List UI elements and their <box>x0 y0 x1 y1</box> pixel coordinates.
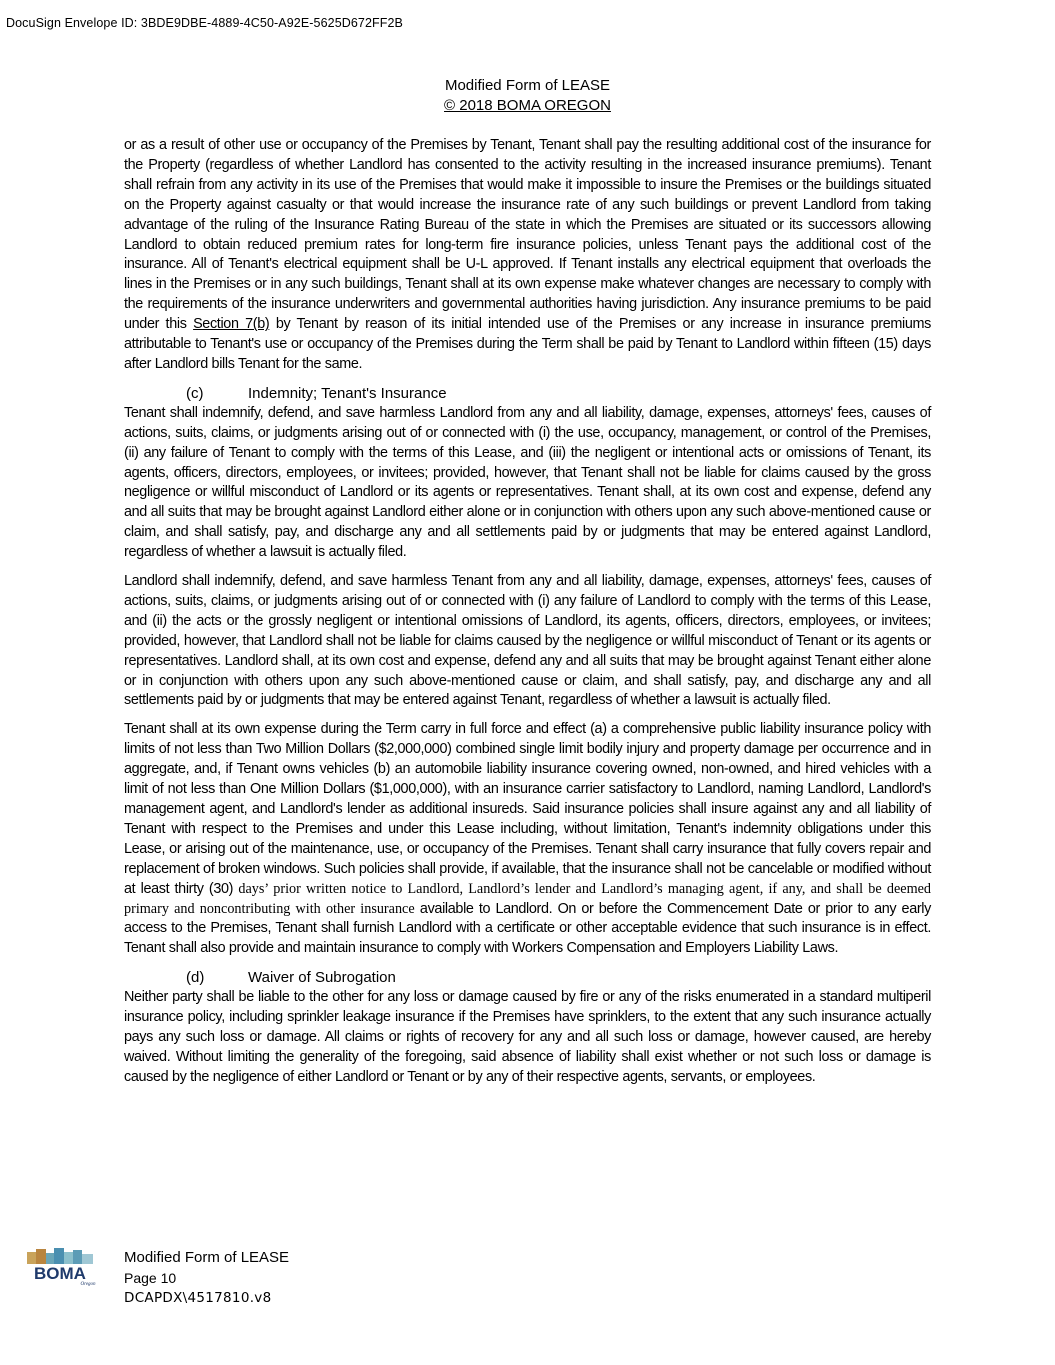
page-footer <box>124 1248 289 1308</box>
section-reference-link[interactable]: Section 7(b) <box>193 316 270 333</box>
logo-subtext: Oregon <box>80 1282 96 1286</box>
paragraph-text: by Tenant by reason of its initial intended use of the Premises or any increase in insurance premiums attributable to Tenant's use or occupancy of the Premises during the Term shall be paid by Tenant to Landlord within fifteen (15) days after Landlord bills Tenant for the same. <box>124 316 932 372</box>
paragraph-text: available to Landlord. On or before the Commencement Date or prior to any early access to the Premises, Tenant shall furnish Landlord with a certificate or other acceptable evidence that such insurance is in effect. Tenant shall also provide and maintain insurance to comply with Workers Compensation and Employers Liability Laws. <box>124 900 931 957</box>
paragraph-tenant-insurance <box>124 720 931 959</box>
section-c-heading <box>124 384 931 404</box>
boma-logo <box>24 1246 98 1286</box>
section-d-heading <box>124 968 931 988</box>
paragraph-text: or as a result of other use or occupancy of the Premises by Tenant, Tenant shall pay the resulting additional cost of the insurance for the Property (regardless of whether Landlord has consented to the activity resulting in the increased insurance premiums). Tenant shall refrain from any activity in its use of the Premises that would make it impossible to insure the Premises or the buildings situated on the Property against casualty or that would increase the insurance rate of any such buildings or prevent Landlord from taking advantage of the ruling of the Insurance Rating Bureau of the state in which the Premises are situated or its successors allowing Landlord to obtain reduced premium rates for long-term fire insurance policies, unless Tenant pays the additional cost of the insurance. All of Tenant's electrical equipment shall be U-L approved. If Tenant installs any electrical equipment that overloads the lines in the Premises or in any such buildings, Tenant shall at its own expense make whatever changes are necessary to comply with the requirements of the insurance underwriters and governmental authorities having jurisdiction. Any insurance premiums to be paid under this <box>124 137 931 333</box>
paragraph-insurance-cost <box>124 136 931 375</box>
footer-title: Modified Form of LEASE <box>124 1249 290 1266</box>
section-title: Indemnity; Tenant's Insurance <box>248 384 447 402</box>
document-body <box>124 136 931 1097</box>
paragraph-waiver-of-subrogation: Neither party shall be liable to the other for any loss or damage caused by fire or any of the risks enumerated in a standard multiperil insurance policy, including sprinkler leakage insurance if the Premises have sprinklers, to the extent that any such insurance actually pays any such loss or damage. All claims or rights of recovery for any and all such loss or damage, however caused, are hereby waived. Without limiting the generality of the foregoing, said absence of liability shall exist whether or not such loss or damage is caused by the negligence of either Landlord or Tenant or by any of their respective agents, servants, or employees. <box>124 989 931 1085</box>
section-number: (c) <box>186 384 204 402</box>
paragraph-text-serif: days’ prior written notice to Landlord, Landlord’s lender and Landlord’s managing agent, if any, and shall be deemed primary and noncontributing with other insurance <box>124 880 931 917</box>
section-number: (d) <box>186 969 205 987</box>
docusign-envelope-id: DocuSign Envelope ID: 3BDE9DBE-4889-4C50-A92E-5625D672FF2B <box>6 16 403 30</box>
header-copyright: © 2018 BOMA OREGON <box>444 97 611 114</box>
logo-text: BOMA <box>34 1264 86 1283</box>
section-title: Waiver of Subrogation <box>248 969 396 987</box>
paragraph-tenant-indemnity: Tenant shall indemnify, defend, and save harmless Landlord from any and all liability, damage, expenses, attorneys' fees, causes of actions, suits, claims, or judgments arising out of or connected with (i) the use, occupancy, management, or control of the Premises, (ii) any failure of Tenant to comply with the terms of this Lease, and (iii) the negligent or intentional acts or omissions of Tenant, its agents, officers, directors, employees, or invitees; provided, however, that Tenant shall not be liable for claims caused by the gross negligence or willful misconduct of Landlord or its agents or representatives. Tenant shall, at its own cost and expense, defend any and all suits that may be brought against Landlord either alone or in conjunction with others upon any such above-mentioned cause or claim, and shall satisfy, pay, and discharge any and all settlements paid by or judgments that may be entered against Landlord, regardless of whether a lawsuit is actually filed. <box>124 404 931 561</box>
document-code: DCAPDX\4517810.v8 <box>124 1290 272 1306</box>
paragraph-landlord-indemnity: Landlord shall indemnify, defend, and save harmless Tenant from any and all liability, damage, expenses, attorneys' fees, causes of actions, suits, claims, or judgments arising out of or connected with (i) any failure of Landlord to comply with the terms of this Lease, and (ii) the acts or the grossly negligent or intentional omissions of Landlord, its agents, officers, directors, employees, or invitees; provided, however, that Landlord shall not be liable for claims caused by the negligence or willful misconduct of Tenant or its agents or representatives. Landlord shall, at its own cost and expense, defend any and all suits that may be brought against Tenant either alone or in conjunction with others upon any such above-mentioned cause or claim, and shall satisfy, pay, and discharge any and all settlements paid by or judgments that may be entered against Tenant, regardless of whether a lawsuit is actually filed. <box>124 573 931 709</box>
page-number: Page 10 <box>124 1270 177 1286</box>
paragraph-text: Tenant shall at its own expense during the Term carry in full force and effect (a) a comprehensive public liability insurance policy with limits of not less than Two Million Dollars ($2,000,000) combined single limit bodily injury and property damage per occurrence and in aggregate, and, if Tenant owns vehicles (b) an automobile liability insurance covering owned, non-owned, and hired vehicles with a limit of not less than One Million Dollars ($1,000,000), with an insurance carrier satisfactory to Landlord, naming Landlord, Landlord's management agent, and Landlord's lender as additional insureds. Said insurance policies shall insure against any and all liability of Tenant with respect to the Premises and under this Lease including, without limitation, Tenant's indemnity obligations under this Lease, or arising out of the maintenance, use, or occupancy of the Premises. Tenant shall carry insurance that fully covers repair and replacement of broken windows. Such policies shall provide, if available, that the insurance shall not be cancelable or modified without at least thirty (30) <box>124 721 931 897</box>
header-title: Modified Form of LEASE <box>444 77 611 94</box>
